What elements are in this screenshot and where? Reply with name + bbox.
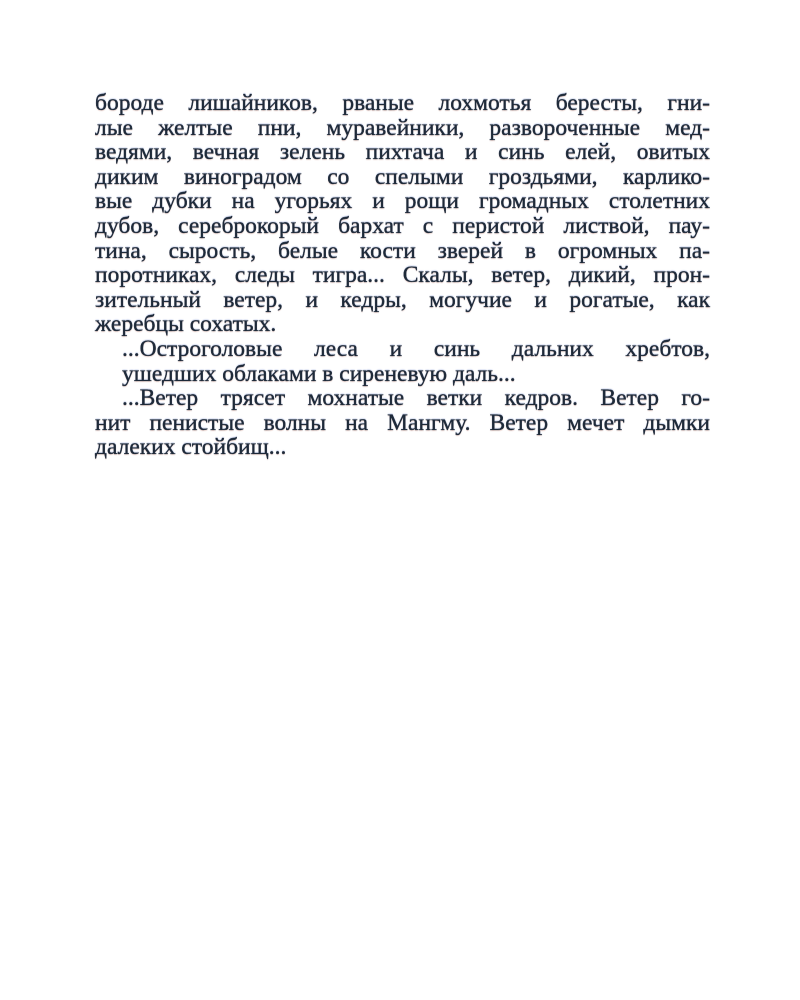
text-line: жеребцы сохатых. bbox=[95, 311, 277, 338]
text-line: зительный ветер, и кедры, могучие и рогатые, как bbox=[95, 286, 710, 313]
text-line: ...Ветер трясет мохнатые ветки кедров. Ветер го- bbox=[122, 385, 710, 412]
text-line: ведями, вечная зелень пихтача и синь елей, овитых bbox=[95, 139, 710, 166]
text-line: ушедших облаками в сиреневую даль... bbox=[122, 360, 516, 387]
text-line: нит пенистые волны на Мангму. Ветер мечет дымки bbox=[95, 409, 710, 436]
text-line: далеких стойбищ... bbox=[95, 434, 287, 461]
text-line: ...Остроголовые леса и синь дальних хребтов, bbox=[122, 335, 710, 362]
text-line: вые дубки на угорьях и рощи громадных столетних bbox=[95, 188, 710, 215]
text-line: дубов, сереброкорый бархат с перистой листвой, пау- bbox=[95, 212, 710, 239]
text-line: бороде лишайников, рваные лохмотья бересты, гни- bbox=[95, 90, 710, 116]
text-line: диким виноградом со спелыми гроздьями, карлико- bbox=[95, 163, 710, 190]
text-block bbox=[95, 91, 710, 460]
text-line: лые желтые пни, муравейники, развороченные мед- bbox=[95, 114, 710, 141]
text-line: тина, сырость, белые кости зверей в огромных па- bbox=[95, 237, 710, 264]
text-line: поротниках, следы тигра... Скалы, ветер, дикий, прон- bbox=[95, 262, 710, 289]
